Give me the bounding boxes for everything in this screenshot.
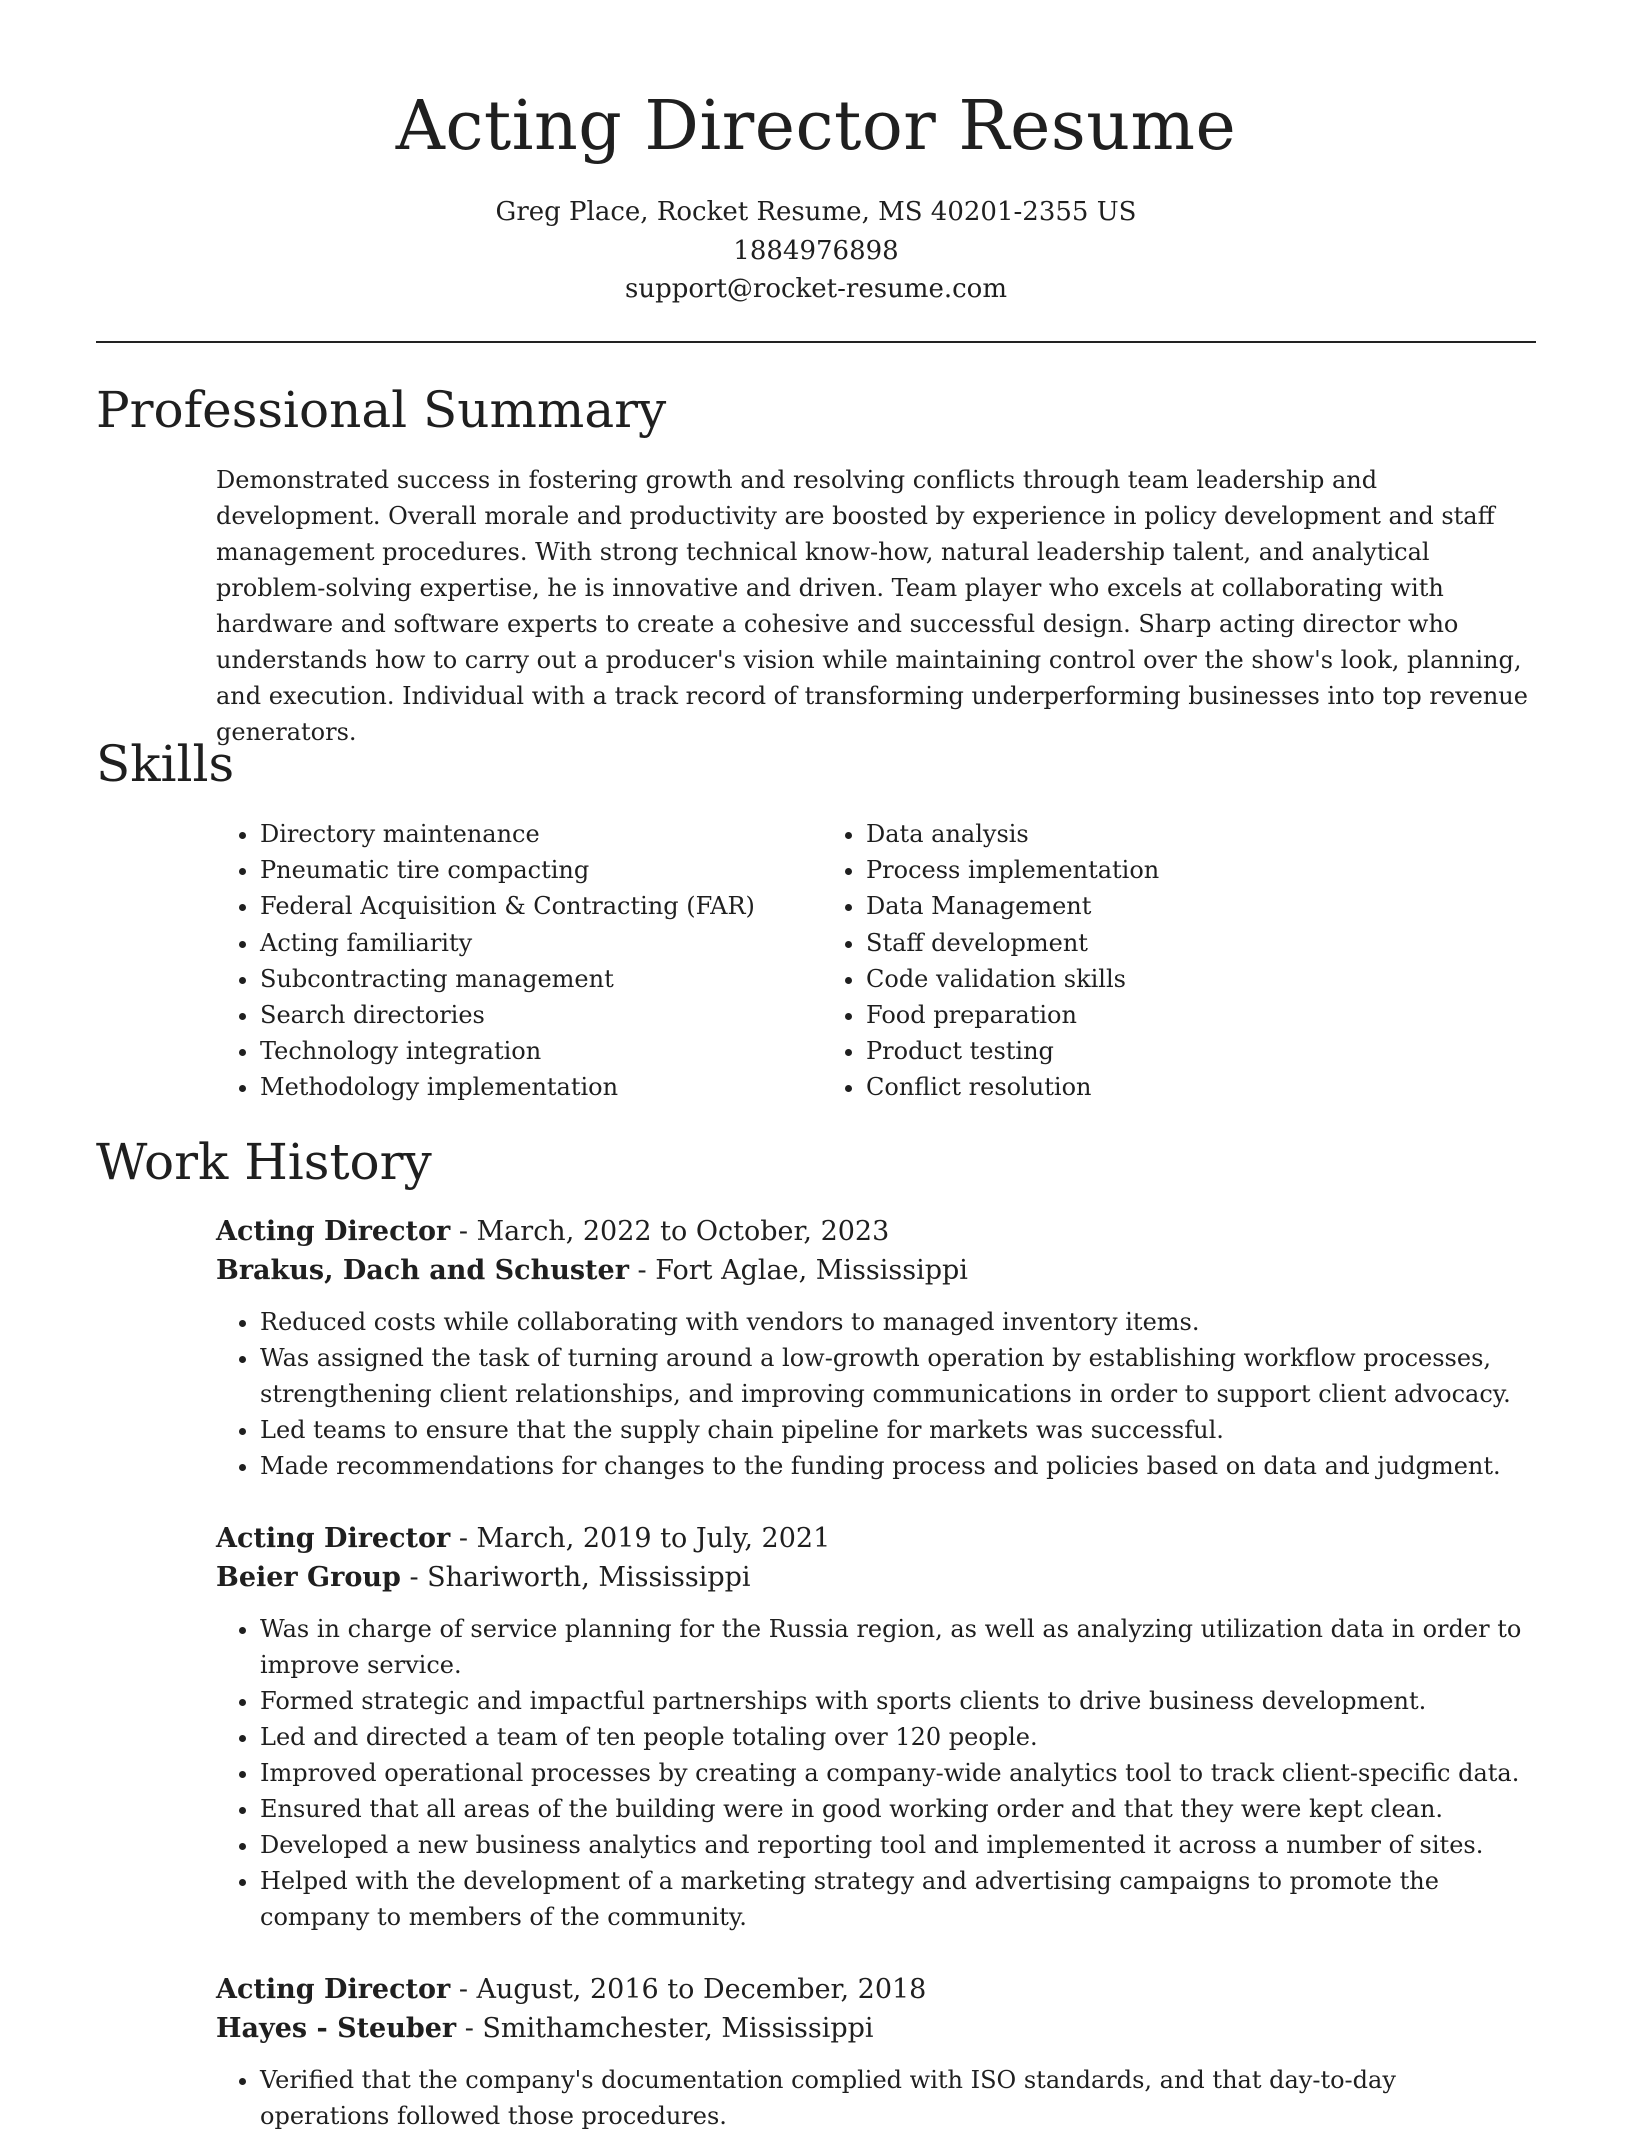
job-company: Brakus, Dach and Schuster bbox=[216, 1255, 629, 1286]
skill-item: • Technology integration bbox=[260, 1033, 822, 1069]
job-company: Beier Group bbox=[216, 1562, 401, 1593]
skill-item: • Pneumatic tire compacting bbox=[260, 852, 822, 888]
job-dates: - August, 2016 to December, 2018 bbox=[450, 1974, 927, 2005]
skill-item: • Search directories bbox=[260, 997, 822, 1033]
summary-heading: Professional Summary bbox=[96, 381, 667, 439]
skill-item: • Food preparation bbox=[866, 997, 1472, 1033]
work-history-heading: Work History bbox=[96, 1133, 432, 1191]
job-entry bbox=[216, 1212, 1536, 1484]
skills-heading: Skills bbox=[96, 735, 235, 793]
job-title-line bbox=[216, 1519, 1536, 1558]
skill-item: • Staff development bbox=[866, 925, 1472, 961]
job-entry bbox=[216, 1519, 1536, 1935]
job-company-line bbox=[216, 2009, 1536, 2048]
job-dates: - March, 2022 to October, 2023 bbox=[450, 1216, 890, 1247]
job-bullet: • Formed strategic and impactful partnerships with sports clients to drive business development. bbox=[260, 1683, 1536, 1719]
job-location: - Fort Aglae, Mississippi bbox=[628, 1255, 968, 1286]
skill-item: • Subcontracting management bbox=[260, 961, 822, 997]
skills-list bbox=[216, 816, 1536, 1106]
skill-item: • Conflict resolution bbox=[866, 1069, 1472, 1105]
skill-item: • Code validation skills bbox=[866, 961, 1472, 997]
skill-item: • Federal Acquisition & Contracting (FAR) bbox=[260, 888, 822, 924]
job-bullet: • Reduced costs while collaborating with vendors to managed inventory items. bbox=[260, 1304, 1536, 1340]
job-bullets bbox=[216, 1611, 1536, 1935]
skill-item: • Product testing bbox=[866, 1033, 1472, 1069]
job-bullet: • Ensured that all areas of the building were in good working order and that they were kept clean. bbox=[260, 1791, 1536, 1827]
job-bullet: • Was in charge of service planning for the Russia region, as well as analyzing utilization data in order to improve service. bbox=[260, 1611, 1536, 1683]
header-divider bbox=[96, 341, 1536, 343]
skill-item: • Directory maintenance bbox=[260, 816, 822, 852]
job-company-line bbox=[216, 1251, 1536, 1290]
contact-block bbox=[96, 193, 1536, 309]
job-title-line bbox=[216, 1212, 1536, 1251]
job-company: Hayes - Steuber bbox=[216, 2013, 457, 2044]
job-entry bbox=[216, 1970, 1536, 2134]
job-company-line bbox=[216, 1558, 1536, 1597]
job-bullet: • Was assigned the task of turning around a low-growth operation by establishing workflow processes, strengthening client relationships, and improving communications in order to support client advocacy. bbox=[260, 1340, 1536, 1412]
job-location: - Shariworth, Mississippi bbox=[400, 1562, 751, 1593]
job-location: - Smithamchester, Mississippi bbox=[456, 2013, 874, 2044]
skills-column-right bbox=[822, 816, 1472, 1106]
page-title: Acting Director Resume bbox=[395, 87, 1237, 166]
job-title: Acting Director bbox=[216, 1974, 451, 2005]
phone-text: 1884976898 bbox=[733, 235, 899, 266]
email-text: support@rocket-resume.com bbox=[624, 274, 1007, 304]
job-bullet: • Developed a new business analytics and reporting tool and implemented it across a number of sites. bbox=[260, 1827, 1536, 1863]
job-bullet: • Verified that the company's documentation complied with ISO standards, and that day-to-day operations followed those procedures. bbox=[260, 2062, 1536, 2134]
skill-item: • Process implementation bbox=[866, 852, 1472, 888]
skill-item: • Methodology implementation bbox=[260, 1069, 822, 1105]
skill-item: • Data Management bbox=[866, 888, 1472, 924]
job-title-line bbox=[216, 1970, 1536, 2009]
job-title: Acting Director bbox=[216, 1523, 451, 1554]
summary-text: Demonstrated success in fostering growth and resolving conflicts through team leadership and development. Overall morale and productivity are boosted by experience in policy development and staff management procedures. With strong technical know-how, natural leadership talent, and analytical problem-solving expertise, he is innovative and driven. Team player who excels at collaborating with hardware and software experts to create a cohesive and successful design. Sharp acting director who understands how to carry out a producer's vision while maintaining control over the show's look, planning, and execution. Individual with a track record of transforming underperforming businesses into top revenue generators. bbox=[216, 466, 1528, 746]
job-bullets bbox=[216, 1304, 1536, 1484]
job-bullet: • Led and directed a team of ten people totaling over 120 people. bbox=[260, 1719, 1536, 1755]
skills-column-left bbox=[216, 816, 822, 1106]
job-dates: - March, 2019 to July, 2021 bbox=[450, 1523, 831, 1554]
job-bullet: • Improved operational processes by creating a company-wide analytics tool to track client-specific data. bbox=[260, 1755, 1536, 1791]
job-bullet: • Led teams to ensure that the supply chain pipeline for markets was successful. bbox=[260, 1412, 1536, 1448]
job-bullet: • Made recommendations for changes to the funding process and policies based on data and judgment. bbox=[260, 1448, 1536, 1484]
skill-item: • Data analysis bbox=[866, 816, 1472, 852]
job-bullets bbox=[216, 2062, 1536, 2134]
job-title: Acting Director bbox=[216, 1216, 451, 1247]
skill-item: • Acting familiarity bbox=[260, 925, 822, 961]
job-bullet: • Helped with the development of a marketing strategy and advertising campaigns to promote the company to members of the community. bbox=[260, 1863, 1536, 1935]
address-text: Greg Place, Rocket Resume, MS 40201-2355 US bbox=[495, 197, 1137, 227]
